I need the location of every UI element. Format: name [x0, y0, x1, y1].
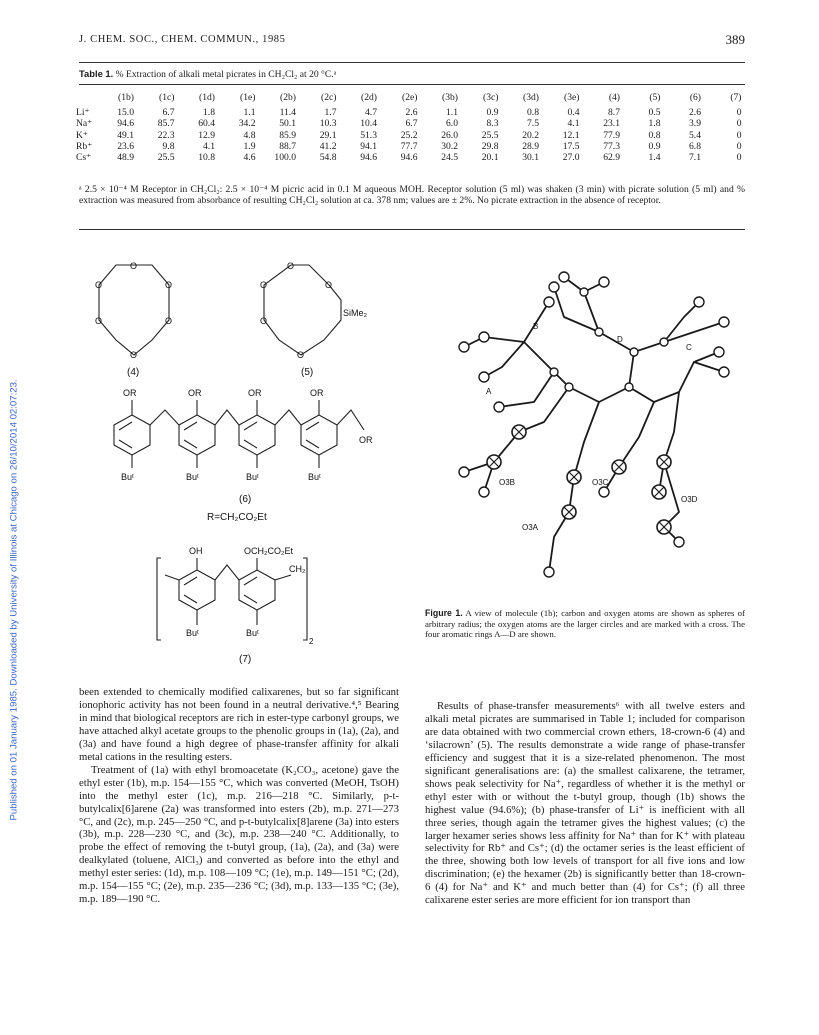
page-number: 389: [725, 32, 745, 47]
table-corner: [76, 92, 106, 107]
table-cell: 94.6: [117, 118, 134, 130]
table-cell: 0: [736, 140, 742, 152]
table-cell: 51.3: [360, 129, 377, 141]
row-ion: Rb⁺: [76, 140, 93, 152]
figure-caption-text: A view of molecule (1b); carbon and oxygen atoms are shown as spheres of arbitrary radius; the oxygen atoms are the larger circles and are marked with a cross. The four aromatic rings A—D are shown.: [425, 608, 745, 640]
table-cell: 48.9: [117, 152, 134, 164]
table-row: [76, 130, 742, 141]
table-cell: 25.5: [157, 152, 175, 164]
table-footnote: ᵃ 2.5 × 10⁻⁴ M Receptor in CH₂Cl₂: 2.5 × 10⁻⁴ M picric acid in 0.1 M aqueous MOH. Receptor solution (5 ml) was shaken (3 min) with picrate solution (5 ml) and % extraction was measured from absorbance of resulting CH₂Cl₂ solution at ca. 378 nm; values are ± 2%. No picrate extraction in the absence of receptor.: [79, 184, 745, 207]
atom-label-o3c: O3C: [592, 478, 609, 487]
bracket-left: [157, 558, 161, 640]
table-cell: 41.2: [319, 140, 337, 152]
table-cell: 1.1: [243, 107, 256, 119]
table-caption: [79, 68, 336, 80]
table-cell: 49.1: [117, 129, 134, 141]
table-cell: 1.7: [324, 107, 337, 119]
extraction-table: [76, 92, 742, 163]
table-cell: 4.1: [567, 118, 580, 130]
but-group: Buᵗ: [308, 472, 321, 482]
table-bottom-rule: [79, 229, 745, 230]
o-atom: O: [260, 280, 268, 290]
atom-label-o3b: O3B: [499, 478, 516, 487]
but-group: Buᵗ: [121, 472, 134, 482]
ring6-3: [239, 415, 275, 455]
column-header: (5): [649, 92, 661, 103]
crown5-ring: [264, 265, 341, 355]
table-cell: 27.0: [562, 152, 580, 164]
table-cell: 25.5: [481, 129, 499, 141]
row-ion: Na⁺: [76, 118, 93, 130]
ring6-4: [301, 415, 337, 455]
table-cell: 50.1: [279, 118, 296, 130]
table-cell: 85.7: [157, 118, 175, 130]
but-group: Buᵗ: [246, 472, 259, 482]
table-cell: 94.6: [400, 152, 418, 164]
paragraph: Results of phase-transfer measurements⁶ with all twelve esters and alkali metal picrates are summarised in Table 1; included for comparison are data obtained with two commercial crown ethers, 18-crown-6 (4) and ‘silacrown’ (5). The results demonstrate a wide range of phase-transfer efficiency and suggest that it is a size-related phenomenon. The most significant generalisations are: (a) the smallest calixarene, the tetramer, shows peak selectivity for Na⁺, regardless of whether it is the methyl or ethyl ester with or without the t-butyl group, though (1b) shows the highest value (94.6%); (b) phase-transfer of Li⁺ is inefficient with all three series, though again the tetramer gives the highest values; (c) the larger hexamer series shows less affinity for Na⁺ than for K⁺ with plateau selectivity for Rb⁺ and Cs⁺; (d) the octamer series is the least efficient of the three, showing both low levels of transport for all five ions and low discrimination; (e) the hexamer (2b) is significantly better than 18-crown-6 (4) for Na⁺ and K⁺ and much better than (4) for Cs⁺; (f) all three calixarene ester series are more efficient for ion transport than: [425, 700, 745, 907]
table-cell: 26.0: [441, 129, 458, 141]
chemical-structures: [79, 240, 419, 680]
column-header: (2e): [402, 92, 418, 103]
table-cell: 15.0: [117, 107, 134, 119]
table-cell: 0.5: [648, 107, 661, 119]
table-cell: 7.5: [527, 118, 539, 130]
table-label: Table 1.: [79, 68, 114, 79]
table-cell: 10.8: [198, 152, 215, 164]
table-cell: 1.1: [446, 107, 458, 119]
table-cell: 20.2: [522, 129, 539, 141]
table-cell: 4.1: [203, 140, 215, 152]
paragraph: Treatment of (1a) with ethyl bromoacetate (K₂CO₃, acetone) gave the ethyl ester (1b), m.p. 154—155 °C, which was converted (MeOH, TsOH) into the methyl ester (1c), m.p. 216—218 °C. Similarly, p-t-butylcalix[6]arene (2a) was transformed into esters (2b), m.p. 271—273 °C, and (2c), m.p. 245—250 °C, and p-t-butylcalix[8]arene (3a) into esters (3b), m.p. 228—230 °C, and (3c), m.p. 238—240 °C. Additionally, to probe the effect of removing the t-butyl group, (1a), (2a), and (3a) were dealkylated (toluene, AlCl₃) and converted as before into the ethyl and methyl ester series: (1d), m.p. 108—109 °C; (1e), m.p. 149—151 °C; (2d), m.p. 154—155 °C; (2e), m.p. 235—236 °C; (3d), m.p. 133—135 °C; (3e), m.p. 189—190 °C.: [79, 763, 399, 906]
table-cell: 1.8: [203, 107, 215, 119]
table-cell: 20.1: [481, 152, 499, 164]
table-cell: 0.4: [567, 107, 580, 119]
column-header: (1c): [159, 92, 175, 103]
but-group: Buᵗ: [186, 628, 199, 638]
table-cell: 85.9: [279, 129, 296, 141]
table-cell: 94.6: [360, 152, 377, 164]
table-cell: 0: [736, 118, 742, 130]
or-group: OR: [123, 388, 137, 398]
table-cell: 4.8: [243, 129, 256, 141]
table-cell: 8.3: [486, 118, 499, 130]
o-atom: O: [325, 280, 333, 290]
table-cell: 0: [736, 107, 742, 119]
table-cell: 0: [736, 152, 742, 164]
column-header: (7): [730, 92, 742, 103]
compound7-label: (7): [239, 654, 252, 665]
oh-group: OH: [189, 546, 203, 556]
ring-label-a: A: [486, 387, 492, 396]
o-atom: O: [95, 316, 103, 326]
but-group: Buᵗ: [246, 628, 259, 638]
o-atom: O: [287, 261, 295, 271]
table-cell: 3.9: [689, 118, 701, 130]
compound6-label: (6): [239, 494, 252, 505]
och2co2et-group: OCH₂CO₂Et: [244, 546, 293, 556]
table-cell: 12.1: [562, 129, 580, 141]
row-ion: Cs⁺: [76, 152, 92, 164]
column-header: (3b): [442, 92, 458, 103]
ring-label-c: C: [686, 343, 692, 352]
table-row: [76, 107, 742, 118]
table-cell: 6.0: [446, 118, 458, 130]
table-cell: 9.8: [162, 140, 175, 152]
si-group: SiMe₂: [343, 308, 367, 318]
table-cell: 100.0: [274, 152, 296, 164]
provenance-text: Published on 01 January 1985. Downloaded by University of Illinois at Chicago on 26/10/2014 02:07:23.: [8, 379, 20, 821]
o-atom: O: [297, 350, 305, 360]
or-group: OR: [248, 388, 262, 398]
column-header: (2c): [321, 92, 337, 103]
atom-label-o3a: O3A: [522, 523, 539, 532]
table-cell: 1.8: [648, 118, 661, 130]
table-cell: 4.7: [365, 107, 377, 119]
ring-label-d: D: [617, 335, 623, 344]
body-column-left: [79, 686, 399, 906]
table-cell: 29.1: [319, 129, 337, 141]
table-cell: 30.1: [522, 152, 539, 164]
or-group: OR: [188, 388, 202, 398]
o-atom: O: [260, 316, 268, 326]
table-cell: 23.1: [603, 118, 620, 130]
ring6-1: [114, 415, 150, 455]
table-cell: 77.7: [400, 140, 418, 152]
header-rule: [79, 62, 745, 63]
table-cell: 25.2: [400, 129, 418, 141]
table-row: [76, 141, 742, 152]
figure-label: Figure 1.: [425, 608, 463, 618]
table-cell: 1.9: [243, 140, 256, 152]
table-cell: 2.6: [689, 107, 701, 119]
table-cell: 10.4: [360, 118, 377, 130]
column-header: (1e): [240, 92, 256, 103]
column-header: (3c): [483, 92, 499, 103]
table-cell: 0.9: [648, 140, 661, 152]
table-cell: 60.4: [198, 118, 215, 130]
crown4-ring: [99, 265, 169, 355]
table-cell: 77.3: [603, 140, 620, 152]
compound4-label: (4): [127, 367, 140, 378]
o-atom: O: [130, 261, 138, 271]
table-caption-text: % Extraction of alkali metal picrates in CH₂Cl₂ at 20 °C.ᵃ: [115, 69, 337, 80]
table-cell: 0.8: [527, 107, 539, 119]
table-cell: 0.9: [486, 107, 499, 119]
o-atom: O: [165, 316, 173, 326]
table-cell: 2.6: [405, 107, 418, 119]
table-cell: 34.2: [238, 118, 256, 130]
compound5-label: (5): [301, 367, 314, 378]
column-header: (6): [689, 92, 701, 103]
or-group: OR: [310, 388, 324, 398]
table-cell: 30.2: [441, 140, 458, 152]
table-cell: 23.6: [117, 140, 134, 152]
column-header: (3d): [523, 92, 539, 103]
column-header: (1b): [118, 92, 134, 103]
subscript-two: 2: [309, 637, 314, 646]
table-cell: 0: [736, 129, 742, 141]
ring6-2: [179, 415, 215, 455]
o-atom: O: [165, 280, 173, 290]
table-top-rule: [79, 84, 745, 85]
table-cell: 77.9: [603, 129, 620, 141]
column-header: (4): [608, 92, 620, 103]
ring7-1: [179, 570, 215, 610]
ring-label-b: B: [533, 322, 539, 331]
table-cell: 1.4: [648, 152, 661, 164]
row-ion: Li⁺: [76, 107, 90, 119]
but-group: Buᵗ: [186, 472, 199, 482]
o-atom: O: [130, 350, 138, 360]
compound6-r-definition: R=CH₂CO₂Et: [207, 512, 267, 523]
table-cell: 29.8: [481, 140, 499, 152]
table-cell: 88.7: [279, 140, 296, 152]
table-row: [76, 118, 742, 129]
table-cell: 24.5: [441, 152, 458, 164]
figure-caption: [425, 608, 745, 640]
body-column-right: [425, 700, 745, 907]
table-cell: 94.1: [360, 140, 377, 152]
row-ion: K⁺: [76, 129, 88, 141]
crystal-structure-figure: [424, 262, 746, 602]
table-cell: 54.8: [319, 152, 337, 164]
table-cell: 8.7: [608, 107, 620, 119]
table-cell: 0.8: [648, 129, 661, 141]
table-cell: 6.7: [162, 107, 175, 119]
table-header-row: [76, 92, 742, 107]
table-cell: 6.8: [689, 140, 701, 152]
table-cell: 28.9: [522, 140, 539, 152]
o-atom: O: [95, 280, 103, 290]
table-cell: 11.4: [279, 107, 296, 119]
table-cell: 5.4: [689, 129, 701, 141]
table-cell: 17.5: [562, 140, 580, 152]
provenance-note: [0, 0, 20, 1035]
table-cell: 12.9: [198, 129, 215, 141]
table-cell: 22.3: [157, 129, 175, 141]
column-header: (1d): [199, 92, 215, 103]
paragraph: been extended to chemically modified calixarenes, but so far significant ionophoric activity has not been found in a neutral derivative.⁴,⁵ Bearing in mind that biological receptors are rich in ester-type carbonyl groups, we have attached alkyl acetate groups to the phenolic groups in (1a), (2a), and (3a) and have found a high degree of phase-transfer affinity for alkali metal cations in the resulting esters.: [79, 686, 399, 763]
table-row: [76, 152, 742, 163]
column-header: (2b): [280, 92, 296, 103]
atom-label-o3d: O3D: [681, 495, 698, 504]
column-header: (2d): [361, 92, 377, 103]
table-cell: 6.7: [405, 118, 418, 130]
table-cell: 7.1: [689, 152, 701, 164]
ch2-group: CH₂: [289, 564, 306, 574]
or-group: OR: [359, 435, 373, 445]
table-cell: 62.9: [603, 152, 620, 164]
ring7-2: [239, 570, 275, 610]
column-header: (3e): [564, 92, 580, 103]
table-cell: 4.6: [243, 152, 256, 164]
table-cell: 10.3: [319, 118, 337, 130]
running-title: J. CHEM. SOC., CHEM. COMMUN., 1985: [79, 34, 286, 45]
